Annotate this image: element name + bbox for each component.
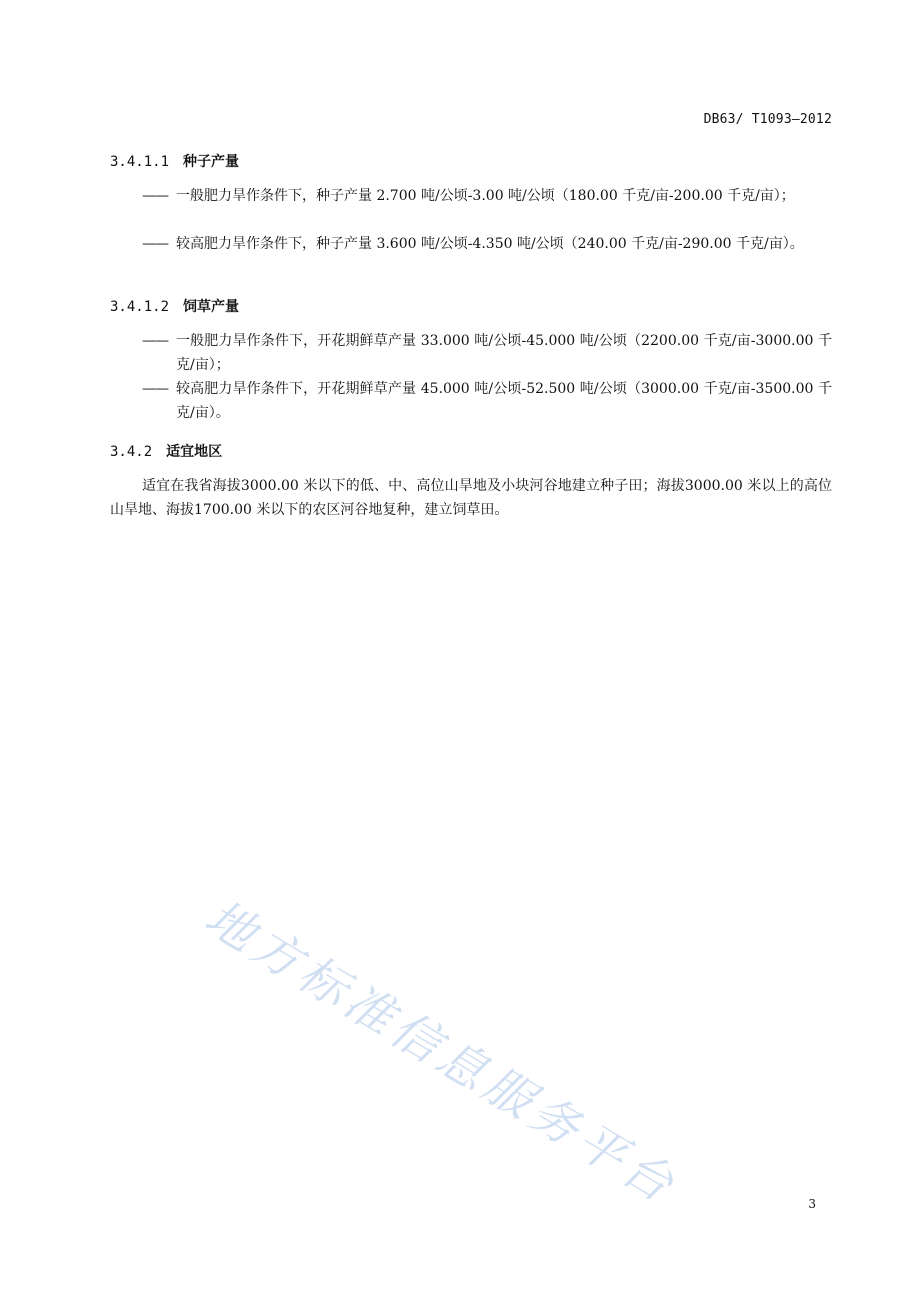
list-item-text: 较高肥力旱作条件下，开花期鲜草产量 45.000 吨/公顷-52.500 吨/公顷（3000.00 千克/亩-3500.00 千克/亩）。	[176, 381, 832, 421]
section-title: 种子产量	[183, 154, 240, 170]
list-dash: ——	[142, 236, 168, 252]
document-code: DB63/ T1093—2012	[703, 112, 832, 127]
section-number: 3.4.2	[110, 444, 153, 460]
section-number: 3.4.1.2	[110, 299, 170, 315]
list-dash: ——	[142, 333, 168, 349]
section-title: 适宜地区	[166, 444, 223, 460]
section-title: 饲草产量	[183, 299, 240, 315]
body-paragraph: 适宜在我省海拔3000.00 米以下的低、中、高位山旱地及小块河谷地建立种子田；海拔3000.00 米以上的高位山旱地、海拔1700.00 米以下的农区河谷地复种，建立饲草田。	[110, 478, 832, 518]
list-dash: ——	[142, 381, 168, 397]
list-dash: ——	[142, 188, 168, 204]
list-item-text: 较高肥力旱作条件下，种子产量 3.600 吨/公顷-4.350 吨/公顷（240.00 千克/亩-290.00 千克/亩）。	[176, 236, 804, 252]
list-item-text: 一般肥力旱作条件下，开花期鲜草产量 33.000 吨/公顷-45.000 吨/公顷（2200.00 千克/亩-3000.00 千克/亩）；	[176, 333, 832, 373]
section-number: 3.4.1.1	[110, 154, 170, 170]
watermark-text: 地方标准信息服务平台	[195, 889, 688, 1216]
list-item-text: 一般肥力旱作条件下，种子产量 2.700 吨/公顷-3.00 吨/公顷（180.00 千克/亩-200.00 千克/亩）；	[176, 188, 795, 204]
page-number: 3	[808, 1197, 816, 1211]
